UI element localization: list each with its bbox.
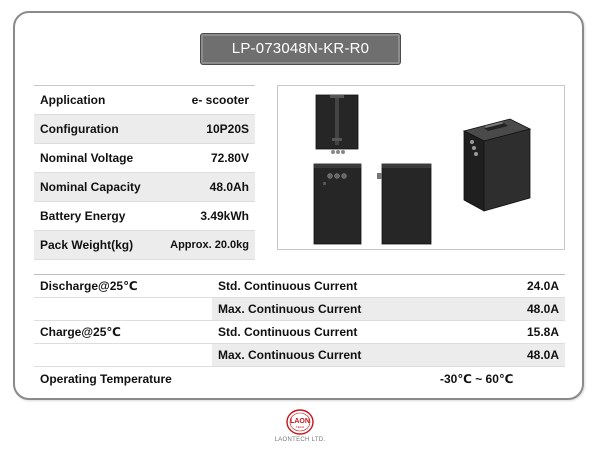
current-value: 48.0A <box>479 344 565 366</box>
spec-label: Nominal Voltage <box>40 151 134 165</box>
temperature-label: Operating Temperature <box>40 372 172 386</box>
spec-table <box>34 85 255 260</box>
spec-label: Nominal Capacity <box>40 180 141 194</box>
battery-isometric-view <box>464 119 530 211</box>
current-value: 48.0A <box>479 298 565 320</box>
spec-row-pack-weight <box>34 231 255 260</box>
spec-row-application <box>34 86 255 115</box>
battery-product-image <box>277 85 565 250</box>
table-row-temperature <box>34 367 565 391</box>
battery-front-view <box>314 164 361 244</box>
table-row <box>34 321 565 344</box>
spec-value: e- scooter <box>191 93 249 107</box>
current-value: 24.0A <box>526 279 559 293</box>
spec-label: Battery Energy <box>40 209 126 223</box>
laontech-logo <box>279 408 321 436</box>
spec-value: Approx. 20.0kg <box>170 239 249 251</box>
logo-text: LAON <box>290 418 310 425</box>
current-value: 15.8A <box>526 325 559 339</box>
current-name: Std. Continuous Current <box>218 279 358 293</box>
discharge-label: Discharge@25℃ <box>40 279 138 293</box>
spec-row-configuration <box>34 115 255 144</box>
charge-label: Charge@25℃ <box>40 325 121 339</box>
current-spec-table <box>34 274 565 391</box>
spec-label: Application <box>40 93 106 107</box>
temperature-value: -30℃ ~ 60℃ <box>440 372 514 386</box>
current-name: Std. Continuous Current <box>218 325 358 339</box>
current-name: Max. Continuous Current <box>212 344 479 366</box>
battery-side-view <box>377 164 431 244</box>
spec-value: 10P20S <box>206 122 249 136</box>
spec-value: 72.80V <box>210 151 249 165</box>
company-name: LAONTECH LTD. <box>274 437 326 443</box>
spec-label: Configuration <box>40 122 119 136</box>
spec-label: Pack Weight(kg) <box>40 238 134 252</box>
laontech-logo-icon <box>279 408 321 436</box>
battery-top-view <box>316 95 358 154</box>
current-name: Max. Continuous Current <box>212 298 479 320</box>
table-row <box>34 298 565 321</box>
spec-row-battery-energy <box>34 202 255 231</box>
spec-row-nominal-capacity <box>34 173 255 202</box>
spec-row-nominal-voltage <box>34 144 255 173</box>
table-row <box>34 344 565 367</box>
spec-value: 3.49kWh <box>200 209 249 223</box>
battery-pack-illustration <box>278 86 564 249</box>
model-title-badge: LP-073048N-KR-R0 <box>200 33 401 65</box>
table-row <box>34 275 565 298</box>
logo-subtext: TECH <box>295 425 305 429</box>
spec-value: 48.0Ah <box>209 180 249 194</box>
